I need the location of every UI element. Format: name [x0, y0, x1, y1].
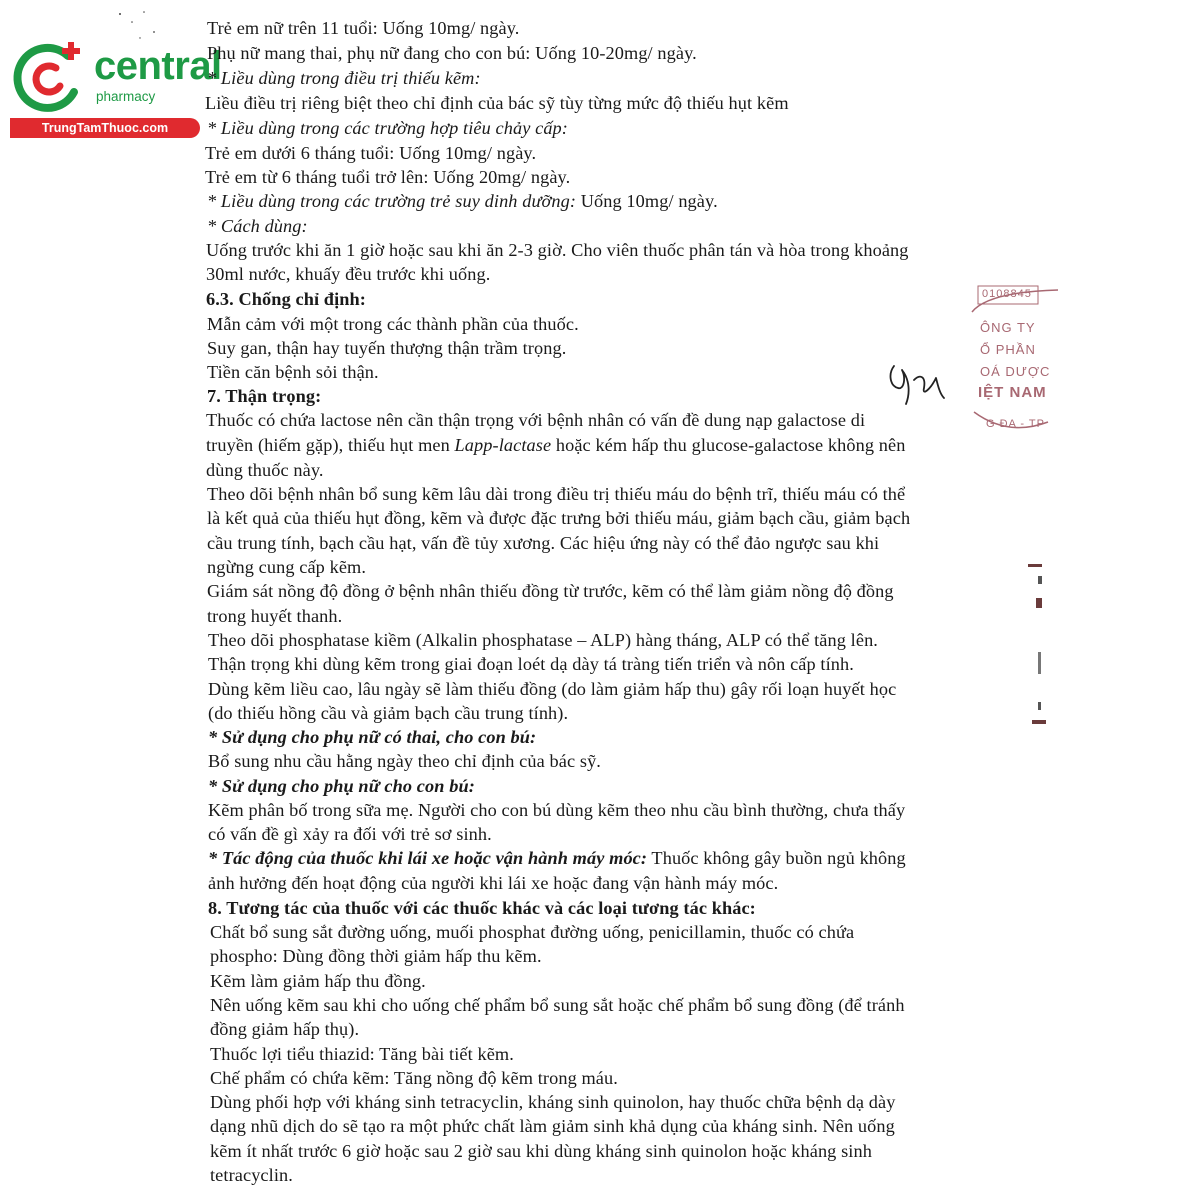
text-line: Trẻ em từ 6 tháng tuổi trở lên: Uống 20mg/ ngày. [205, 167, 571, 187]
text-line: Thuốc có chứa lactose nên cần thận trọng với bệnh nhân có vấn đề dung nạp galactose di [206, 410, 866, 430]
text-line: ngừng cung cấp kẽm. [207, 557, 367, 577]
dose-text: Uống 10mg/ ngày. [576, 191, 718, 211]
text-line: Thận trọng khi dùng kẽm trong giai đoạn loét dạ dày tá tràng tiến triển và nôn cấp tính. [208, 654, 854, 674]
stamp-line: OÁ DƯỢC [980, 364, 1051, 379]
text-line: Kẽm phân bố trong sữa mẹ. Người cho con bú dùng kẽm theo nhu cầu bình thường, chưa thấy [208, 800, 906, 820]
stamp-line: G ĐA - TP [986, 418, 1045, 430]
section-heading [207, 385, 321, 407]
text-line [206, 434, 905, 456]
section-heading [208, 897, 756, 919]
text-line: (do thiếu hồng cầu và giảm bạch cầu trung tính). [208, 703, 569, 723]
text-line: Chế phẩm có chứa kẽm: Tăng nồng độ kẽm trong máu. [210, 1068, 618, 1088]
section-heading [206, 288, 366, 310]
text-line [207, 190, 718, 212]
text-line: đồng giảm hấp thụ). [210, 1019, 360, 1039]
text-line [208, 847, 906, 869]
text-line: Phụ nữ mang thai, phụ nữ đang cho con bú: Uống 10-20mg/ ngày. [207, 43, 697, 63]
text-line: Kẽm làm giảm hấp thu đồng. [210, 971, 426, 991]
text-line: Nên uống kẽm sau khi cho uống chế phẩm bổ sung sắt hoặc chế phẩm bổ sung đồng (để tránh [210, 995, 905, 1015]
text-line: Thuốc lợi tiểu thiazid: Tăng bài tiết kẽm. [210, 1044, 514, 1064]
text-segment: hoặc kém hấp thu glucose-galactose không nên [551, 435, 906, 455]
text-line: 30ml nước, khuấy đều trước khi uống. [206, 264, 491, 284]
text-line: Theo dõi bệnh nhân bổ sung kẽm lâu dài trong điều trị thiếu máu do bệnh trĩ, thiếu máu có thể [207, 484, 906, 504]
text-line: Chất bổ sung sắt đường uống, muối phosphat đường uống, penicillamin, thuốc có chứa [210, 922, 855, 942]
text-line: dùng thuốc này. [206, 460, 324, 480]
section-title: 6.3. Chống chỉ định: [206, 289, 366, 309]
pharmacy-cross-icon [8, 38, 92, 122]
text-line: Dùng kẽm liều cao, lâu ngày sẽ làm thiếu đồng (do làm giảm hấp thu) gây rối loạn huyết học [208, 679, 897, 699]
edge-scan-marks [1026, 560, 1056, 740]
text-line [207, 215, 308, 237]
logo-name: central [94, 44, 222, 88]
text-line: kẽm ít nhất trước 6 giờ hoặc sau 2 giờ sau khi dùng kháng sinh quinolon hoặc kháng sinh [210, 1141, 872, 1161]
stamp-number: 0108845 [982, 288, 1032, 300]
text-line: Trẻ em dưới 6 tháng tuổi: Uống 10mg/ ngày. [205, 143, 537, 163]
text-line: Tiền căn bệnh sỏi thận. [207, 362, 379, 382]
text-line: cầu trung tính, bạch cầu hạt, vấn đề tủy xương. Các hiệu ứng này có thể đảo ngược sau khi [207, 533, 880, 553]
text-segment: truyền (hiếm gặp), thiếu hụt men [206, 435, 455, 455]
logo-tagline: pharmacy [96, 89, 156, 104]
italic-heading: * Cách dùng: [207, 216, 308, 236]
subsection-heading: * Sử dụng cho phụ nữ cho con bú: [208, 776, 475, 796]
italic-heading: * Liều dùng trong các trường hợp tiêu chảy cấp: [207, 118, 568, 138]
central-pharmacy-logo[interactable] [8, 38, 222, 138]
text-line: Trẻ em nữ trên 11 tuổi: Uống 10mg/ ngày. [207, 18, 520, 38]
text-line: Suy gan, thận hay tuyến thượng thận trầm trọng. [207, 338, 567, 358]
text-line: ảnh hưởng đến hoạt động của người khi lái xe hoặc đang vận hành máy móc. [208, 873, 779, 893]
subsection-heading: * Sử dụng cho phụ nữ có thai, cho con bú: [208, 727, 537, 747]
italic-heading: * Liều dùng trong các trường trẻ suy dinh dưỡng: [207, 191, 577, 211]
logo-site-url[interactable]: TrungTamThuoc.com [10, 118, 200, 138]
handwritten-signature [880, 360, 950, 408]
text-line: là kết quả của thiếu hụt đồng, kẽm và được đặc trưng bởi thiếu máu, giảm bạch cầu, giảm bạch [207, 508, 911, 528]
text-line: tetracyclin. [210, 1165, 293, 1185]
subsection-heading: * Tác động của thuốc khi lái xe hoặc vận hành máy móc: [208, 848, 648, 868]
text-segment: Thuốc không gây buồn ngủ không [647, 848, 906, 868]
section-title: 7. Thận trọng: [207, 386, 322, 406]
text-line: Mẫn cảm với một trong các thành phần của thuốc. [207, 314, 579, 334]
text-line: Liều điều trị riêng biệt theo chỉ định của bác sỹ tùy từng mức độ thiếu hụt kẽm [205, 93, 789, 113]
text-line [207, 117, 568, 139]
text-line: có vấn đề gì xảy ra đối với trẻ sơ sinh. [208, 824, 492, 844]
text-line: phospho: Dùng đồng thời giảm hấp thu kẽm. [210, 946, 542, 966]
text-line: Giám sát nồng độ đồng ở bệnh nhân thiếu đồng từ trước, kẽm có thể làm giảm nồng độ đồng [207, 581, 894, 601]
italic-term: Lapp-lactase [454, 435, 552, 455]
text-line: Dùng phối hợp với kháng sinh tetracyclin, kháng sinh quinolon, hay thuốc chữa bệnh dạ dày [210, 1092, 896, 1112]
text-line: Uống trước khi ăn 1 giờ hoặc sau khi ăn 2-3 giờ. Cho viên thuốc phân tán và hòa trong khoảng [206, 240, 909, 260]
text-line [207, 67, 481, 89]
text-line: dạng nhũ dịch do sẽ tạo ra một phức chất làm giảm sinh khả dụng của kháng sinh. Nên uống [210, 1116, 895, 1136]
stamp-line: Ổ PHẦN [980, 342, 1036, 357]
company-stamp [968, 272, 1088, 452]
italic-heading: * Liều dùng trong điều trị thiếu kẽm: [207, 68, 481, 88]
text-line: Bổ sung nhu cầu hằng ngày theo chỉ định của bác sỹ. [208, 751, 601, 771]
stamp-line: ÔNG TY [980, 320, 1036, 335]
text-line: Theo dõi phosphatase kiềm (Alkalin phosphatase – ALP) hàng tháng, ALP có thể tăng lên. [208, 630, 878, 650]
text-line: trong huyết thanh. [207, 606, 343, 626]
section-title: 8. Tương tác của thuốc với các thuốc khác và các loại tương tác khác: [208, 898, 756, 918]
stamp-line: IỆT NAM [978, 384, 1047, 401]
